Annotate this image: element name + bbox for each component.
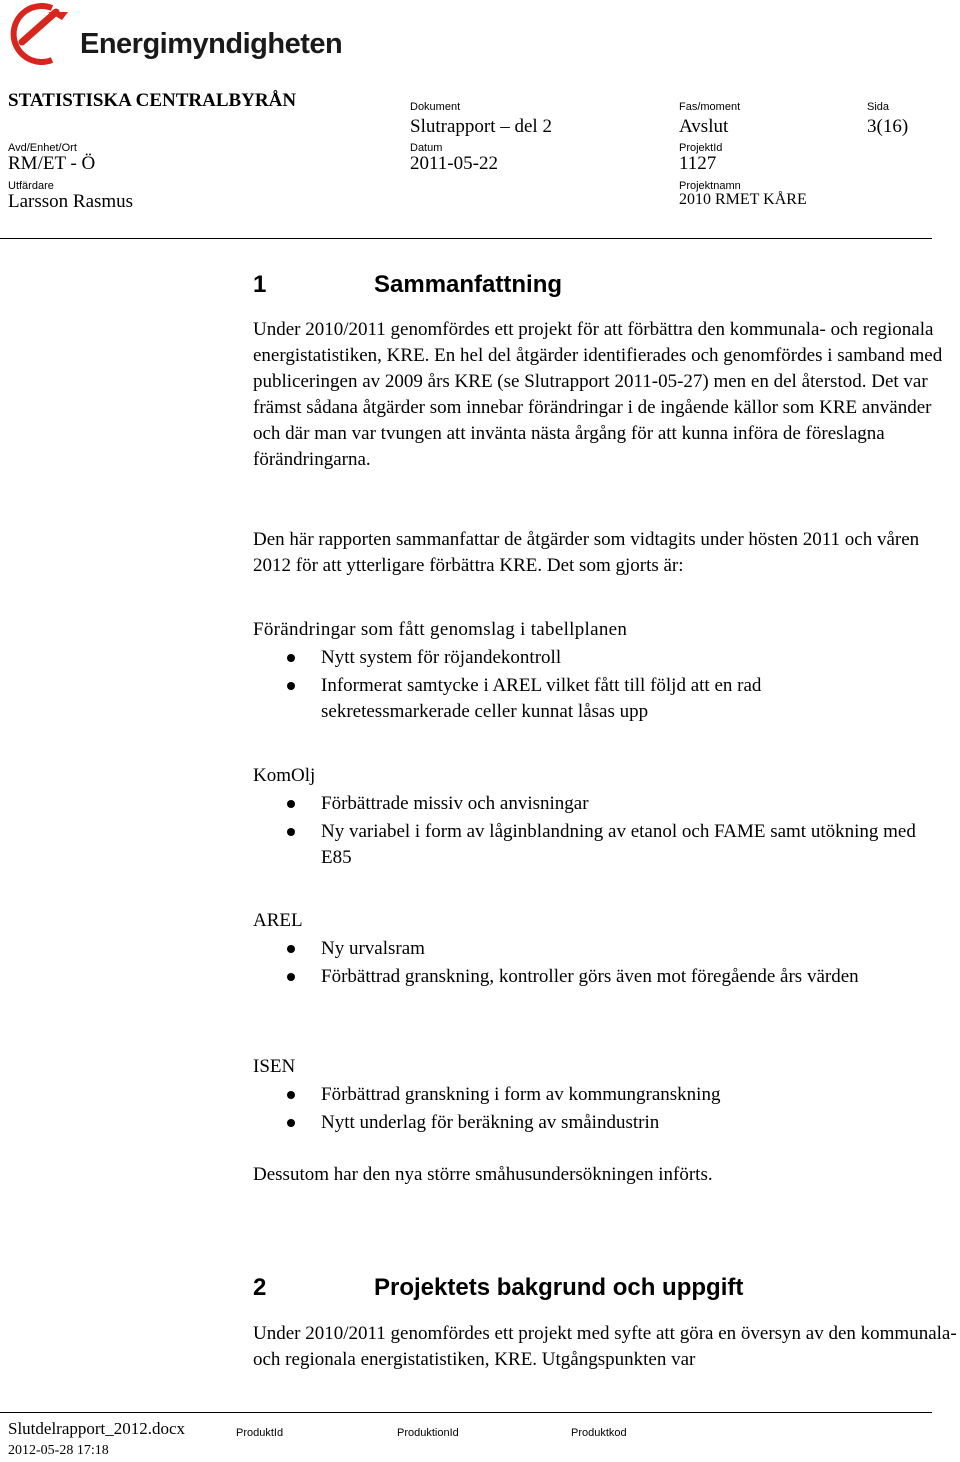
projektnamn-label: Projektnamn — [679, 180, 741, 192]
footer-produktid-label: ProduktId — [236, 1427, 284, 1439]
section-1-para-1 — [253, 317, 958, 473]
group-title-arel: AREL — [253, 910, 303, 931]
section-1-para-2 — [253, 527, 958, 579]
projektnamn-value: 2010 RMET KÅRE — [679, 191, 807, 208]
paragraph-text: Under 2010/2011 genomfördes ett projekt med syfte att göra en översyn av den kommunala- och regionala energistatistiken, KRE. Utgångspunkten var — [253, 1323, 957, 1370]
footer-filename: Slutdelrapport_2012.docx — [8, 1419, 186, 1438]
section-2-number: 2 — [253, 1274, 267, 1301]
dokument-label: Dokument — [410, 101, 461, 113]
dokument-value: Slutrapport – del 2 — [410, 116, 552, 137]
footer-timestamp: 2012-05-28 17:18 — [8, 1443, 109, 1458]
footer-produktkod-label: Produktkod — [571, 1427, 627, 1439]
bullet-list-isen — [253, 1082, 953, 1138]
avd-value: RM/ET - Ö — [8, 153, 96, 174]
datum-label: Datum — [410, 142, 443, 154]
section-2-title: Projektets bakgrund och uppgift — [374, 1274, 744, 1301]
footer-produktionid-label: ProduktionId — [397, 1427, 459, 1439]
header-divider — [0, 238, 932, 239]
list-item: Ny variabel i form av låginblandning av etanol och FAME samt utökning med E85 — [253, 819, 933, 871]
section-1-number: 1 — [253, 271, 267, 298]
section-1-title: Sammanfattning — [374, 271, 563, 298]
fasmoment-value: Avslut — [679, 116, 729, 137]
list-item: Förbättrade missiv och anvisningar — [253, 791, 933, 817]
org-name: STATISTISKA CENTRALBYRÅN — [8, 90, 297, 111]
list-item: Nytt underlag för beräkning av småindustrin — [253, 1110, 953, 1136]
projektid-label: ProjektId — [679, 142, 723, 154]
energimyndigheten-logo-icon — [8, 2, 80, 66]
paragraph-text: Den här rapporten sammanfattar de åtgärder som vidtagits under hösten 2011 och våren 2012 för att ytterligare förbättra KRE. Det som gjorts är: — [253, 529, 920, 576]
logo-text: Energimyndigheten — [80, 28, 343, 60]
avd-label: Avd/Enhet/Ort — [8, 142, 77, 154]
paragraph-text: Under 2010/2011 genomfördes ett projekt för att förbättra den kommunala- och regionala energistatistiken, KRE. En hel del åtgärder identifierades och genomfördes i samband med publiceringen av 2009 års KRE (se Slutrapport 2011-05-27) men en del återstod. Det var främst sådana åtgärder som innebar förändringar i de ingående källor som KRE använder och där man var tvungen att invänta nästa årgång för att kunna införa de föreslagna förändringarna. — [253, 319, 943, 470]
list-item: Informerat samtycke i AREL vilket fått till följd att en rad sekretessmarkerade celler kunnat låsas upp — [253, 673, 893, 725]
section-1-closing: Dessutom har den nya större småhusundersökningen införts. — [253, 1164, 713, 1185]
list-item: Nytt system för röjandekontroll — [253, 645, 893, 671]
list-item: Förbättrad granskning i form av kommungranskning — [253, 1082, 953, 1108]
footer-divider — [0, 1412, 932, 1413]
list-item: Förbättrad granskning, kontroller görs även mot föregående års värden — [253, 964, 933, 990]
sida-value: 3(16) — [867, 116, 909, 137]
logo — [8, 2, 343, 66]
projektid-value: 1127 — [679, 153, 717, 174]
bullet-list-arel — [253, 936, 933, 992]
bullet-list-tabellplanen — [253, 645, 893, 727]
utfardare-value: Larsson Rasmus — [8, 191, 134, 212]
bullet-list-komolj — [253, 791, 933, 873]
group-title-tabellplanen: Förändringar som fått genomslag i tabellplanen — [253, 619, 628, 640]
sida-label: Sida — [867, 101, 890, 113]
list-item: Ny urvalsram — [253, 936, 933, 962]
fasmoment-label: Fas/moment — [679, 101, 741, 113]
datum-value: 2011-05-22 — [410, 153, 498, 174]
group-title-komolj: KomOlj — [253, 765, 316, 786]
utfardare-label: Utfärdare — [8, 180, 54, 192]
group-title-isen: ISEN — [253, 1056, 296, 1077]
section-2-para-1 — [253, 1321, 958, 1373]
